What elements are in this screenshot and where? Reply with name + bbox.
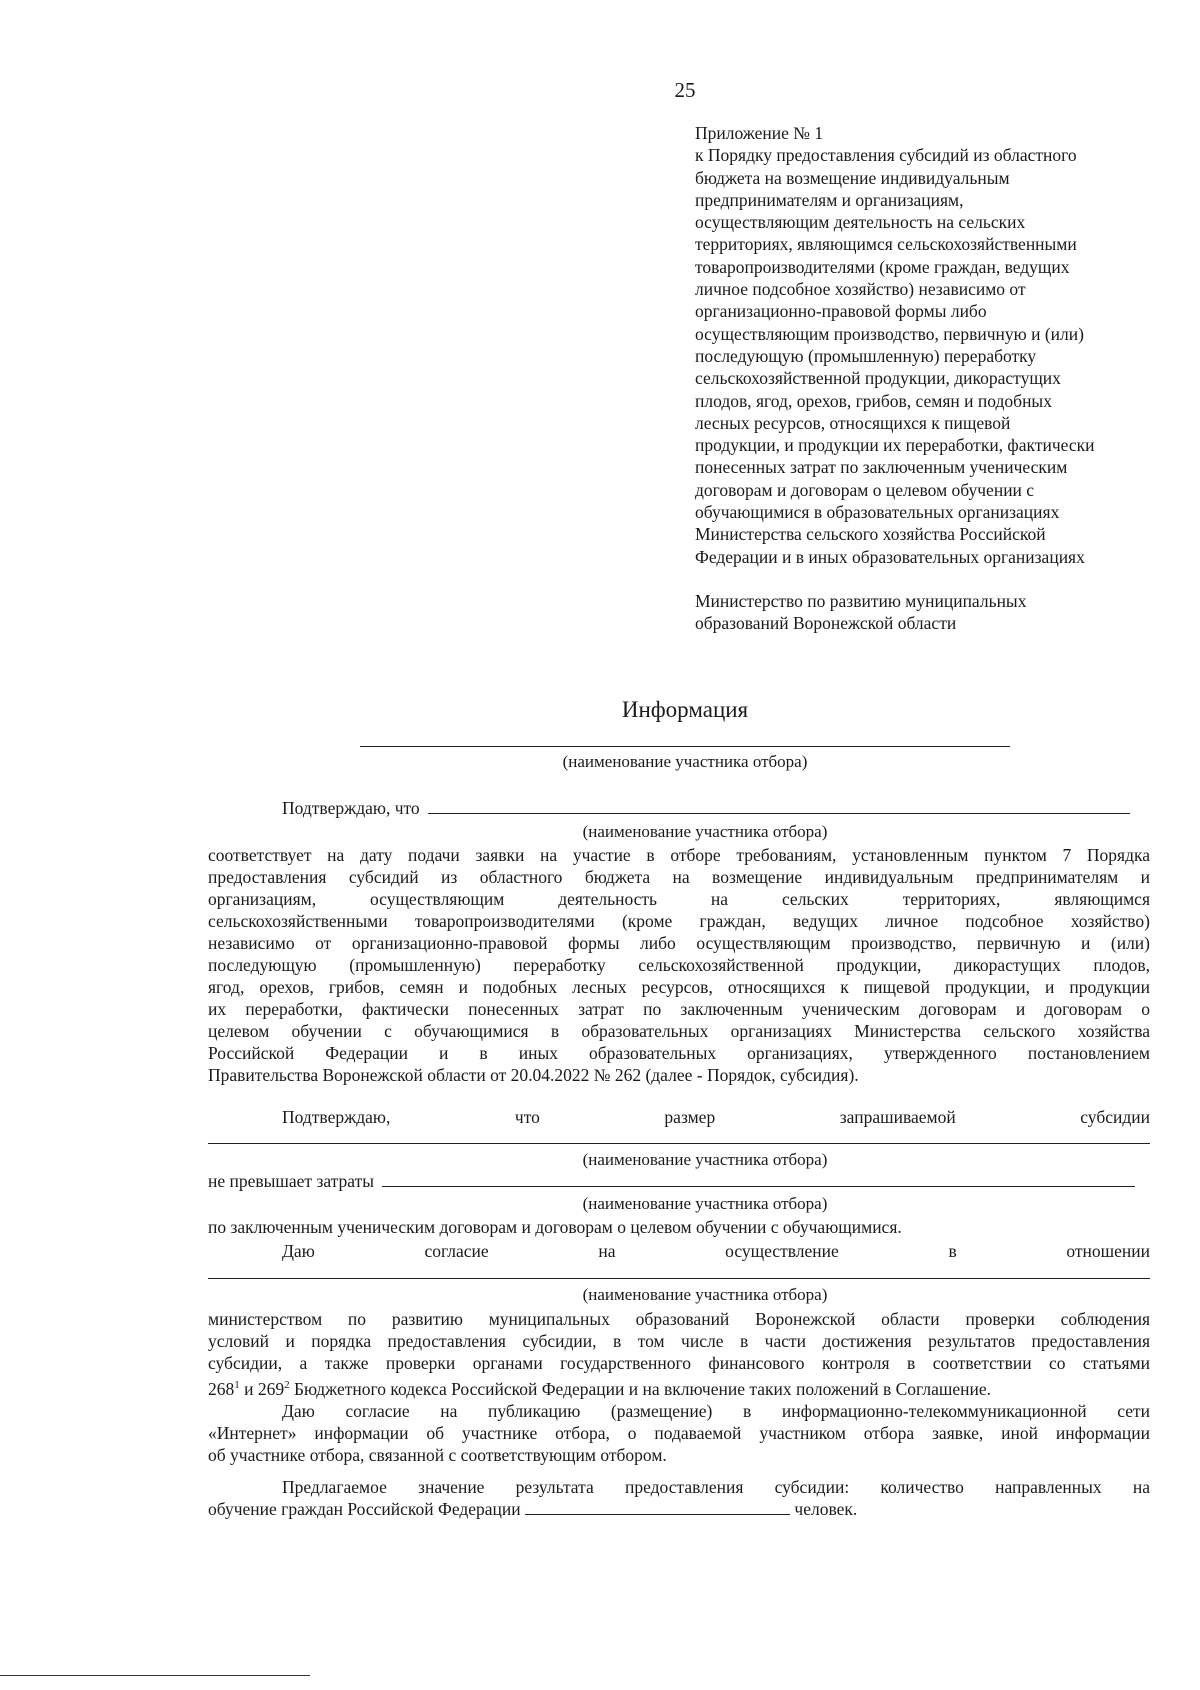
appendix-lines-line: лесных ресурсов, относящихся к пищевой <box>695 412 1011 433</box>
appendix-lines-line: товаропроизводителями (кроме граждан, ведущих <box>695 256 1070 277</box>
caption-1: (наименование участника отбора) <box>582 822 828 841</box>
paragraph-1-line: ягод, орехов, грибов, семян и подобных лесных ресурсов, относящихся к пищевой продукции, и продукции <box>208 977 1150 997</box>
document-title: Информация <box>621 697 749 722</box>
rule-2 <box>208 1143 1150 1144</box>
para2-line: условий и порядка предоставления субсидии, в том числе в части достижения результатов предоставления <box>208 1331 1150 1351</box>
page-number: 25 <box>674 78 696 102</box>
paragraph-2 <box>208 1308 1150 1400</box>
paragraph-3 <box>208 1400 1150 1466</box>
appendix-lines-line: осуществляющим производство, первичную и (или) <box>695 323 1084 344</box>
consent1-word: на <box>598 1241 616 1261</box>
confirm2-word: субсидии <box>1080 1107 1150 1127</box>
consent1-word: осуществление <box>725 1241 839 1261</box>
confirm2-word: что <box>514 1107 540 1127</box>
appendix-lines-line: понесенных затрат по заключенным ученическим <box>695 457 1068 478</box>
para2-line: министерством по развитию муниципальных образований Воронежской области проверки соблюдения <box>208 1309 1150 1329</box>
paragraph-1-line: сельскохозяйственными товаропроизводителями (кроме граждан, ведущих личное подсобное хозяйство) <box>208 911 1150 931</box>
appendix-lines-line: осуществляющим деятельность на сельских <box>695 212 1026 233</box>
appendix-lines-line: личное подсобное хозяйство) независимо от <box>695 279 1026 300</box>
people-count-blank <box>525 1500 790 1515</box>
confirm-label: Подтверждаю, что <box>282 798 420 818</box>
paragraph-3-line: Даю согласие на публикацию (размещение) в информационно-телекоммуникационной сети <box>282 1401 1150 1421</box>
appendix-lines-line: Приложение № 1 <box>695 123 824 143</box>
paragraph-1-line: Правительства Воронежской области от 20.04.2022 № 262 (далее - Порядок, субсидия). <box>208 1065 859 1085</box>
appendix-lines-line: договорам и договорам о целевом обучении с <box>695 479 1035 500</box>
caption-3: (наименование участника отбора) <box>582 1194 828 1213</box>
para2-line: субсидии, а также проверки органами государственного финансового контроля в соответствии со статьями <box>208 1353 1150 1373</box>
confirm-line-1 <box>282 798 1130 819</box>
footer-rule <box>0 1675 310 1676</box>
appendix-lines-line: сельскохозяйственной продукции, дикорастущих <box>695 368 1061 389</box>
appendix-lines-line: организационно-правовой формы либо <box>695 301 987 322</box>
participant-blank-3 <box>382 1172 1135 1187</box>
appendix-lines-line: территориях, являющимся сельскохозяйственными <box>695 234 1077 255</box>
paragraph-1-line: предоставления субсидий из областного бюджета на возмещение индивидуальным предпринимателям и <box>208 867 1150 887</box>
appendix-block <box>695 122 1165 635</box>
contracts-line: по заключенным ученическим договорам и договорам о целевом обучении с обучающимися. <box>208 1217 902 1237</box>
paragraph-1-line: организациям, осуществляющим деятельность на сельских территориях, являющимся <box>208 889 1150 909</box>
appendix-lines-line: обучающимися в образовательных организациях <box>695 502 1060 523</box>
confirm2-word: запрашиваемой <box>839 1107 956 1127</box>
paragraph-1-line: их переработки, фактически понесенных затрат по заключенным ученическим договорам и договорам о <box>208 999 1150 1019</box>
paragraph-4 <box>208 1476 1150 1520</box>
confirm-line-2 <box>208 1106 1150 1128</box>
consent1-word: отношении <box>1066 1241 1150 1261</box>
paragraph-1-line: целевом обучении с обучающимися в образовательных организациях Министерства сельского хозяйства <box>208 1021 1150 1041</box>
consent1-word: в <box>948 1241 957 1261</box>
paragraph-3-line: «Интернет» информации об участнике отбора, о подаваемой участником отбора заявке, иной информации <box>208 1423 1150 1443</box>
paragraph-2-last-line: $268^1$ и $269^2$ Бюджетного кодекса Российской Федерации и на включение таких положений в Соглашение. <box>208 1378 991 1399</box>
appendix-lines-line: к Порядку предоставления субсидий из областного <box>695 145 1077 166</box>
ministry-lines-line: образований Воронежской области <box>695 613 957 634</box>
consent1-word: Даю <box>282 1241 315 1261</box>
confirm2-word: размер <box>664 1107 716 1127</box>
consent1-word: согласие <box>424 1241 489 1261</box>
confirm2-word: Подтверждаю, <box>282 1107 391 1127</box>
appendix-lines-line: плодов, ягод, орехов, грибов, семян и подобных <box>695 390 1052 411</box>
caption-2: (наименование участника отбора) <box>582 1150 828 1169</box>
ministry-lines-line: Министерство по развитию муниципальных <box>695 590 1027 611</box>
paragraph-1-line: независимо от организационно-правовой формы либо осуществляющим производство, первичную и (или) <box>208 933 1150 953</box>
paragraph-4-last-line: обучение граждан Российской Федерации человек. <box>208 1499 858 1519</box>
rule-4 <box>208 1278 1150 1279</box>
appendix-lines-line: Министерства сельского хозяйства Российской <box>695 524 1046 545</box>
not-exceed-label: не превышает затраты <box>208 1171 375 1191</box>
paragraph-1-line: последующую (промышленную) переработку сельскохозяйственной продукции, дикорастущих плодов, <box>208 955 1150 975</box>
appendix-lines-line: бюджета на возмещение индивидуальным <box>695 167 1010 188</box>
appendix-lines-line: последующую (промышленную) переработку <box>695 345 1037 366</box>
appendix-lines-line: продукции, и продукции их переработки, фактически <box>695 435 1095 456</box>
title-underline <box>360 746 1010 747</box>
paragraph-1-line: соответствует на дату подачи заявки на участие в отборе требованиям, установленным пунктом 7 Порядка <box>208 845 1150 865</box>
consent-line-1 <box>208 1240 1150 1262</box>
appendix-lines-line: предпринимателям и организациям, <box>695 189 964 210</box>
caption-title: (наименование участника отбора) <box>562 752 808 771</box>
not-exceed-line <box>208 1171 1135 1192</box>
appendix-lines-line: Федерации и в иных образовательных организациях <box>695 546 1085 567</box>
paragraph-1 <box>208 844 1150 1086</box>
paragraph-1-line: Российской Федерации и в иных образовательных организациях, утвержденного постановлением <box>208 1043 1150 1063</box>
caption-4: (наименование участника отбора) <box>582 1285 828 1304</box>
paragraph-4-line: Предлагаемое значение результата предоставления субсидии: количество направленных на <box>282 1477 1150 1497</box>
paragraph-3-line: об участнике отбора, связанной с соответствующим отбором. <box>208 1445 667 1465</box>
participant-blank-1 <box>428 799 1130 814</box>
